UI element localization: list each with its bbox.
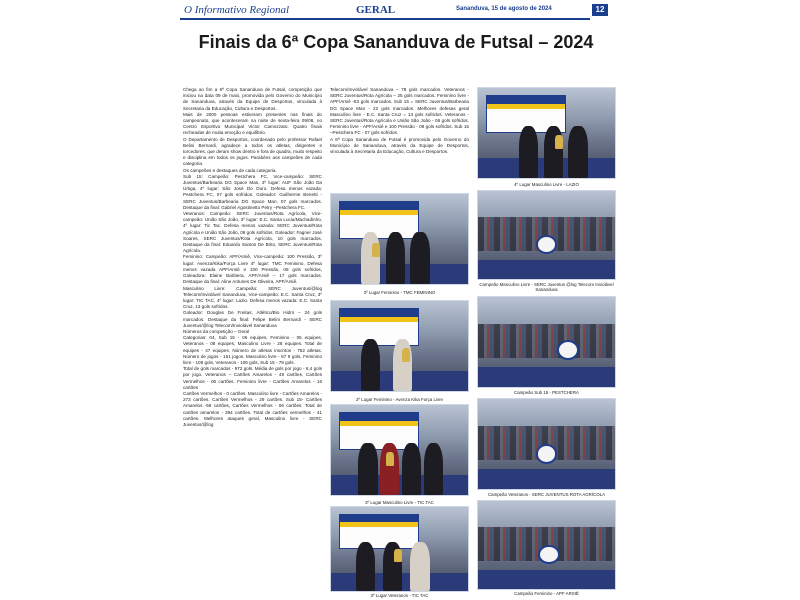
issue-date: Sananduva, 15 de agosto de 2024 — [456, 6, 552, 12]
page-number: 12 — [592, 4, 608, 16]
photo-caption: 3º Lugar Masculino Livre - TIC TAC — [365, 500, 434, 505]
photo-campeao-livre — [477, 190, 616, 280]
photo-apf-arsie — [477, 500, 616, 590]
paragraph: Categorias: 04, Sub 15 - 06 equipes, Feminino - 05 equipes, Veteranos - 08 equipes, Masculino Livre - 28 equipes. Total de equipes - 47 equipes. Número de atletas inscritos - 752 atletas. Número de jogos - 151 jogos. Masculino livre - 67 9 gols, Feminino livre - 109 gols, Veteranos - 106 gols, Sub 15 - 79 gols. — [183, 335, 322, 365]
paragraph: Feminino: Campeão: APF/Arsiê, Vice-campeão: 100 Pressão, 3º lugar: Avenza/Kika/Força Livre 4º lugar: TMC Feminino. Defesa menos vazada APF/Arsiê e 100 Pressão, 08 gols sofridos, Goleadora: Elaine Barbiera, APF/Arsiê – 17 gols marcados. Destaque da final: Aline Antunes De Oliveira, APF/Arsiê. — [183, 254, 322, 285]
paragraph: Os campeões e destaques de cada categoria. — [183, 167, 277, 173]
paragraph: Goleador: Douglas De Freitas, Atlético/Bio Hidro – 24 gols marcados. Destaque da final: Felipe Belini Bernardi - SERC Juventus/@log Telecom/Inviolável Sananduva — [183, 310, 322, 328]
paragraph: Chega ao fim a 6ª Copa Sananduva de Futsal, competição que iniciou na data 09 de maio, promovida pelo Governo do Município de Sananduva, através da Equipe de Desportos, vinculada à Secretaria da Educação, Cultura e Desportos. — [183, 87, 322, 111]
paragraph: Mais de 2000 pessoas estiveram presentes nas finais do campeonato, que aconteceram na noite de sexta-feira 09/08, no Centro Esportivo Municipal Victor Camozzato. Quatro finais recheadas de muita emoção e equilíbrio. — [183, 111, 322, 136]
photo-tic-tac-veteranos — [330, 506, 469, 592]
photo-tic-tac-livre — [330, 404, 469, 496]
photo-caption: 3º Lugar Feminino - TMC FEMININO — [363, 290, 436, 295]
section-name: GERAL — [356, 4, 396, 16]
paragraph: Total de gols marcados - 972 gols. Média de gols por jogo - 6,4 gols por jogo. Veteranos – Cartões Amarelos - 49 cartões, Cartões Vermelhos - 06 cartões. Feminino livre - Cartões Amarelos - 16 cartões — [183, 366, 322, 390]
paragraph: Números da competição – Geral — [183, 328, 250, 334]
newspaper-name: O Informativo Regional — [184, 4, 290, 16]
photo-caption: Campeão Masculino Livre - SERC Juventus @log Telecom Inviolável Sananduva — [479, 282, 614, 292]
paragraph: Veteranos: Campeão: SERC Juventus/Rota Agrícola, Vice-campeão: União São João, 3º lugar: E.C. Santa Lucia/Machadinho, 4º lugar: Tic Tac. Defesa menos vazada: SERC Juventus/Rota Agrícola e União São João, 06 gols sofridos. Goleador: Fagner José Soares, SERC Juventus/Rota Agrícola, 10 gols marcados. Destaque da final: Eduardo Santos De Brito, SERC Juventus/Rota Agrícola. — [183, 211, 322, 254]
page-header — [180, 4, 612, 20]
photo-caption: Campeão Veteranos - SERC JUVENTUS ROTA AGRÍCOLA — [487, 492, 606, 497]
article-column-mid — [330, 87, 469, 155]
photo-avenza-kika — [330, 300, 469, 392]
photo-caption: 2º Lugar Feminino - Avenza Kika Força Livre — [356, 397, 443, 402]
paragraph: Cartões Vermelhos - 0 cartões. Masculino livre - Cartões Amarelos - 273 cartões. Cartões Vermelhos - 29 cartões. Sub 15- Cartões Amarelos -58 cartões, Cartões Vermelhos - 06 cartões. Total de cartões amarelos - 394 cartões. Total de cartões vermelhos - 41 cartões. Melhores ataques geral, Masculino livre - SERC Juventus/@log — [183, 390, 322, 427]
photo-sub15-pestchera — [477, 296, 616, 388]
article-title: Finais da 6ª Copa Sananduva de Futsal – 2024 — [198, 32, 594, 52]
paragraph: A 6ª Copa Sananduva de Futsal é promovida pelo Governo do Município de Sananduva, através da Equipe de Desportos, vinculada à Secretaria da Educação, Cultura e Desportos. — [330, 136, 469, 155]
paragraph: Sub 15: Campeão: Pestchera FC, Vice-campeão: SERC Juventus/Barbearia DG Space Man, 3º lugar: AUF São João Da Urtiga, 4º lugar: São José Do Ouro. Defesa menos vazada: Pestchera FC, 07 gols sofridos. Goleador: Guilherme Benetti -SERC Juventus/Barbearia DG Space Man, 07 gols marcados. Destaque da final: Gabriel Agostinetto Petry –Pestchera FC. — [183, 173, 322, 210]
article-column-left — [183, 87, 322, 428]
paragraph: Telecom/Inviolável Sananduva – 78 gols marcados. Veteranos - SERC Juventus/Rota Agrícola – 25 gols marcados. Feminino livre - APF/Arsiê -53 gols marcados. Sub 15 = SERC Juventus/Barbearia DG Space Man - 22 gols marcados. Melhores defesas geral Masculino livre - E.C. Santa Cruz = 13 gols sofridos. Veteranos - SERC Juventus/Rota Agrícola e União São João - 06 gols sofridos. Feminino livre - APF/Arsiê e 100 Pressão - 08 gols sofridos. Sub 15 –Pestchera FC - 07 gols sofridos. — [330, 87, 469, 136]
photo-caption: 4º Lugar Masculino Livre - LAZIO — [514, 182, 579, 187]
photo-tmc-feminino — [330, 193, 469, 285]
paragraph: O Departamento de Desportos, coordenado pelo professor Rafael Belini Bernardi, agradece a todos os atletas, dirigentes e torcedores, que deram show dentro e fora de quadra, muito respeito e disciplina em todos os jogos. Parabéns aos campeões de cada categoria. — [183, 136, 322, 167]
paragraph: Masculino Livre: Campeão: SERC Juventus/@log Telecom/Inviolável Sananduva, Vice-campeão: E.C. Santa Cruz, 3º lugar: TIC TAC, 4º lugar: Lazio. Defesa menos vazada: E.C. Santa Cruz, 13 gols sofridos. — [183, 285, 322, 310]
photo-veteranos — [477, 398, 616, 490]
photo-lazio — [477, 87, 616, 179]
photo-caption: Campeão Sub 15 - PESTCHERA — [514, 390, 579, 395]
photo-caption: 3º Lugar Veteranos - TIC TAC — [370, 593, 429, 598]
header-rule — [180, 18, 590, 20]
photo-caption: Campeão Feminino - APF ARSIÊ — [514, 591, 579, 596]
